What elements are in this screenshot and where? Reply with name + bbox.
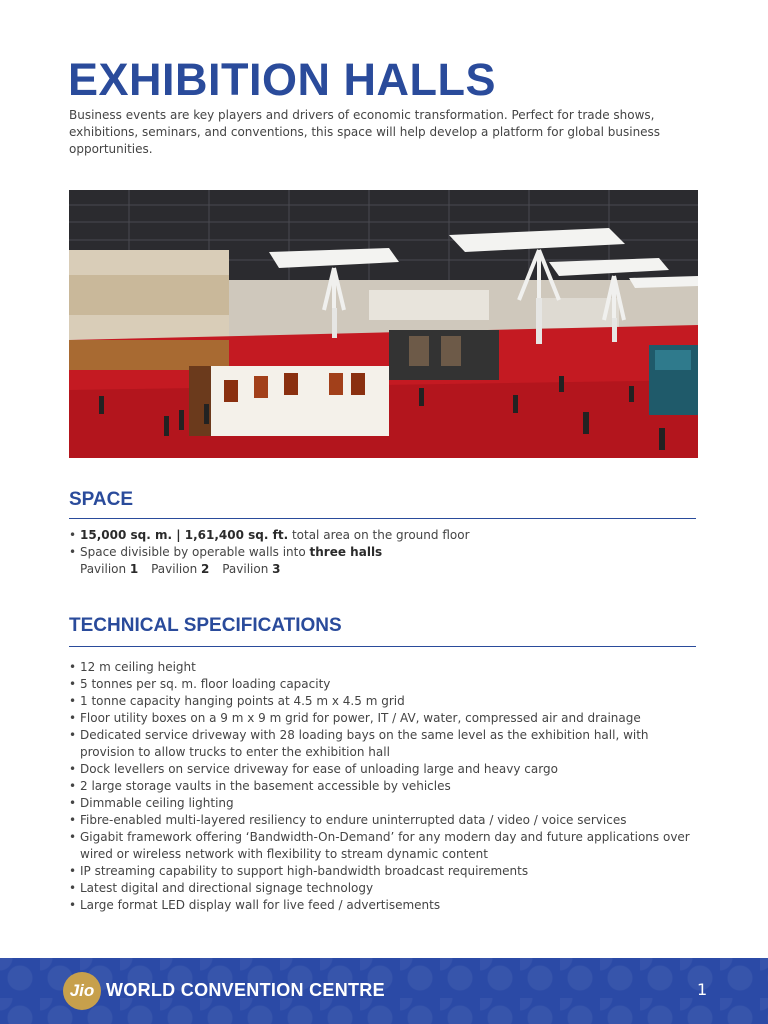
area-bold: 15,000 sq. m. | 1,61,400 sq. ft. (80, 528, 289, 542)
list-item: • Latest digital and directional signage technology (69, 880, 699, 897)
intro-paragraph: Business events are key players and drivers of economic transformation. Perfect for trade shows, exhibitions, seminars, and conventions, this space will help develop a platform for global business opportunities. (69, 108, 661, 156)
space-divider (69, 518, 696, 519)
divisible-text: Space divisible by operable walls into (80, 545, 310, 559)
list-item: • 5 tonnes per sq. m. floor loading capacity (69, 676, 699, 693)
space-list (69, 527, 699, 578)
pavilion-line (69, 561, 699, 578)
list-item: • 1 tonne capacity hanging points at 4.5 m x 4.5 m grid (69, 693, 699, 710)
jio-logo: Jio (63, 972, 101, 1010)
pavilion-2: Pavilion 2 (151, 562, 210, 576)
list-item: • IP streaming capability to support high-bandwidth broadcast requirements (69, 863, 699, 880)
exhibition-hall-illustration (69, 190, 698, 458)
list-item: • Dimmable ceiling lighting (69, 795, 699, 812)
pavilion-3: Pavilion 3 (222, 562, 281, 576)
list-item: • Fibre-enabled multi-layered resiliency to endure uninterrupted data / video / voice services (69, 812, 699, 829)
list-item: • Dedicated service driveway with 28 loading bays on the same level as the exhibition hall, with provision to allow trucks to enter the exhibition hall (69, 727, 699, 761)
exhibition-hall-image (69, 190, 698, 458)
list-item: • Dock levellers on service driveway for ease of unloading large and heavy cargo (69, 761, 699, 778)
space-heading: SPACE (69, 489, 134, 510)
list-item: • Floor utility boxes on a 9 m x 9 m grid for power, IT / AV, water, compressed air and drainage (69, 710, 699, 727)
brand-name: WORLD CONVENTION CENTRE (106, 980, 385, 1000)
list-item: • 12 m ceiling height (69, 659, 699, 676)
page-number: 1 (697, 980, 708, 999)
tech-specs-divider (69, 646, 696, 647)
list-item (69, 527, 699, 544)
tech-specs-list (69, 659, 699, 914)
tech-specs-heading: TECHNICAL SPECIFICATIONS (69, 615, 342, 636)
list-item: • Gigabit framework offering ‘Bandwidth-On-Demand’ for any modern day and future applications over wired or wireless network with flexibility to stream dynamic content (69, 829, 699, 863)
pavilion-1: Pavilion 1 (80, 562, 139, 576)
page-title: EXHIBITION HALLS (68, 54, 497, 105)
area-text: total area on the ground floor (288, 528, 470, 542)
list-item (69, 544, 699, 561)
list-item: • Large format LED display wall for live feed / advertisements (69, 897, 699, 914)
divisible-bold: three halls (309, 545, 383, 559)
footer-bar (0, 958, 768, 1024)
list-item: • 2 large storage vaults in the basement accessible by vehicles (69, 778, 699, 795)
